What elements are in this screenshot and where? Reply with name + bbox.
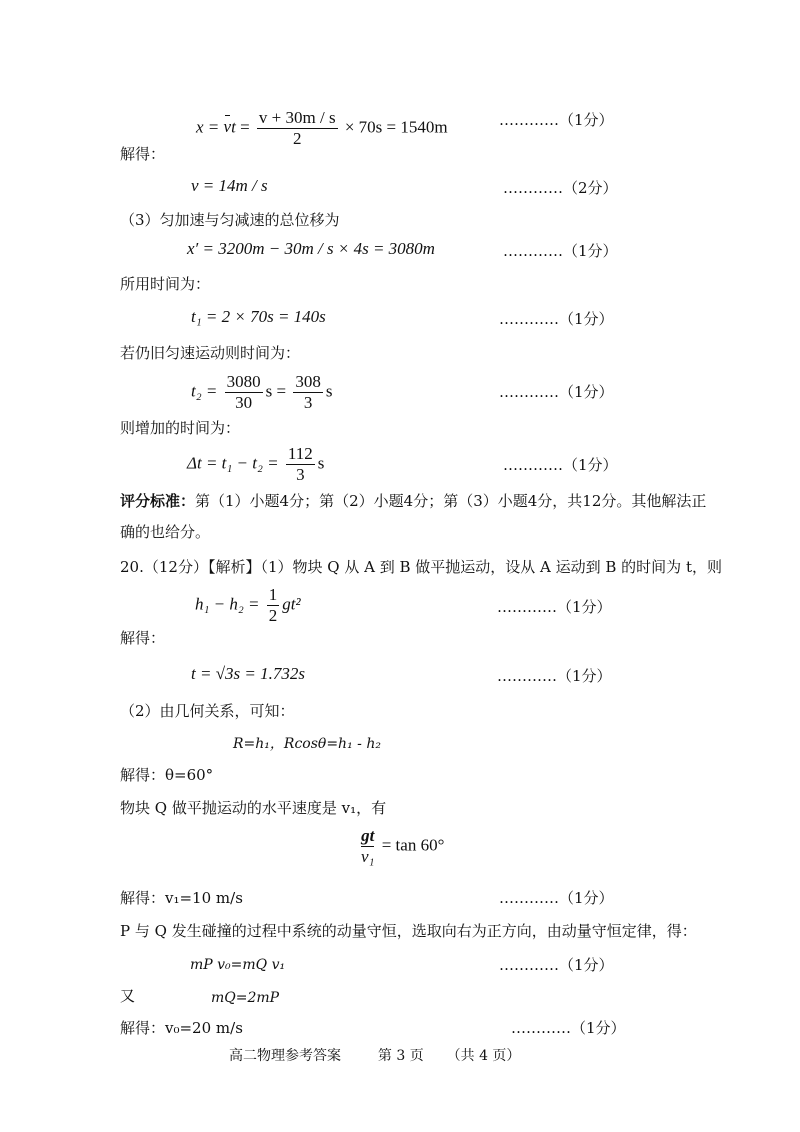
equation-tan: $\frac{gt}{\text{v₁}}$ = tan 60° — [361, 826, 445, 866]
part3-intro: （3）匀加速与匀减速的总位移为 — [120, 211, 340, 229]
equation-t2: t₂ = $\frac{3080}{30}$ s = $\frac{308}{3}$ s — [191, 372, 333, 412]
score-mark: …………（1分） — [499, 383, 614, 401]
equation-total-displacement: x′ = 3200m − 30m / s × 4s = 3080m — [187, 239, 435, 258]
solve-theta: 解得：θ=60° — [120, 766, 214, 784]
momentum-text: P 与 Q 发生碰撞的过程中系统的动量守恒，选取向右为正方向，由动量守恒定律，得： — [120, 922, 697, 940]
score-mark: …………（1分） — [497, 667, 612, 685]
score-mark: …………（1分） — [503, 456, 618, 474]
uniform-time-label: 若仍旧匀速运动则时间为： — [120, 344, 301, 362]
score-mark: …………（1分） — [499, 310, 614, 328]
increase-time-label: 则增加的时间为： — [120, 419, 241, 437]
score-mark: …………（1分） — [503, 242, 618, 260]
solve-label: 解得： — [120, 145, 166, 163]
score-mark: …………（1分） — [499, 956, 614, 974]
score-mark: …………（2分） — [503, 179, 618, 197]
footer-total-pages: （共 4 页） — [446, 1048, 521, 1064]
footer-subject: 高二物理参考答案 — [229, 1048, 341, 1064]
scoring-criteria: 评分标准：第（1）小题4分；第（2）小题4分；第（3）小题4分，共12分。其他解法正 — [120, 492, 707, 510]
footer-page-number: 第 3 页 — [377, 1048, 424, 1064]
solve-label: 解得： — [120, 629, 166, 647]
score-mark: …………（1分） — [499, 889, 614, 907]
horizontal-speed-text: 物块 Q 做平抛运动的水平速度是 v₁，有 — [120, 799, 387, 817]
score-mark: …………（1分） — [511, 1019, 626, 1037]
equation-velocity: v = 14m / s — [191, 176, 268, 195]
part2-intro: （2）由几何关系，可知： — [120, 702, 295, 720]
equation-t1: t₁ = 2 × 70s = 140s — [191, 307, 326, 326]
equation-mass: mQ=2mP — [211, 990, 280, 1006]
page-footer — [229, 1046, 520, 1066]
equation-geometry: R=h₁，Rcosθ=h₁ - h₂ — [233, 736, 381, 752]
score-mark: …………（1分） — [497, 598, 612, 616]
also-label: 又 — [120, 987, 136, 1005]
equation-momentum: mP v₀=mQ v₁ — [190, 957, 286, 973]
solve-v1: 解得：v₁=10 m/s — [120, 889, 243, 907]
equation-time: t = √3s = 1.732s — [191, 664, 305, 683]
solve-v0: 解得：v₀=20 m/s — [120, 1019, 243, 1037]
equation-delta-t: Δt = t₁ − t₂ = $\frac{112}{3}$ s — [187, 444, 325, 484]
time-used-label: 所用时间为： — [120, 275, 211, 293]
fraction-average-velocity: $\frac{v + 30m / s}{2}$ — [258, 108, 336, 148]
scoring-criteria-cont: 确的也给分。 — [120, 523, 211, 541]
score-mark: …………（1分） — [499, 111, 614, 129]
equation-height: h₁ − h₂ = $\frac{1}{2}$ gt² — [195, 585, 301, 625]
question-20-header: 20.（12分）【解析】（1）物块 Q 从 A 到 B 做平抛运动，设从 A 运动到 B 的时间为 t，则 — [120, 558, 722, 576]
equation-displacement: x = vt = $\frac{v + 30m / s}{2}$ × 70s = 1540m — [196, 108, 448, 148]
